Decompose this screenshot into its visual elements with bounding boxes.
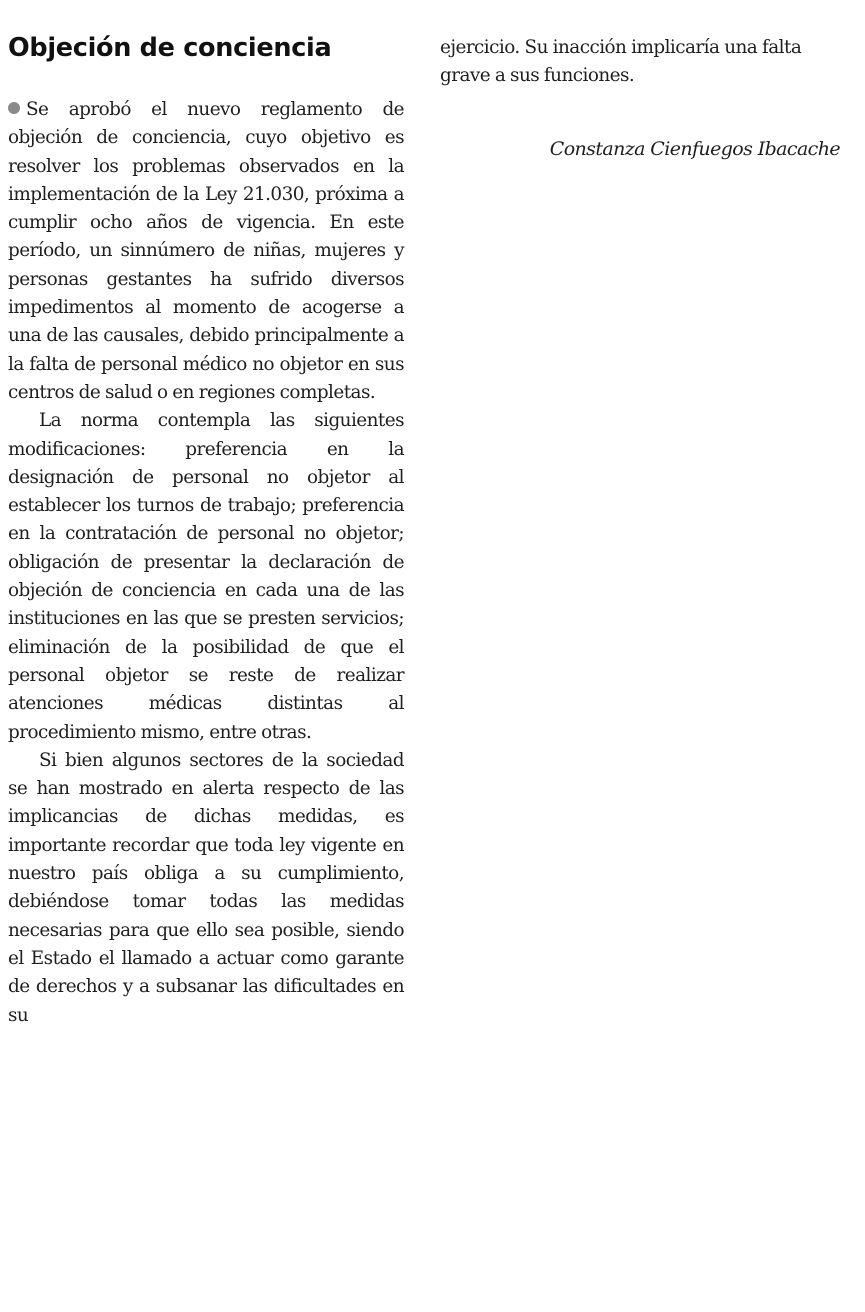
paragraph-3: Si bien algunos sectores de la sociedad se han mostrado en alerta respecto de las implicancias de dichas medidas, es importante recordar que toda ley vigente en nuestro país obliga a su cumplimiento, debiéndose tomar todas las medidas necesarias para que ello sea posible, siendo el Estado el llamado a actuar como garante de derechos y a subsanar las dificultades en su: [8, 749, 404, 1026]
right-column: [440, 0, 840, 163]
paragraph-2: La norma contempla las siguientes modificaciones: preferencia en la designación de personal no objetor al establecer los turnos de trabajo; preferencia en la contratación de personal no objetor; obligación de presentar la declaración de objeción de conciencia en cada una de las instituciones en las que se presten servicios; eliminación de la posibilidad de que el personal objetor se reste de realizar atenciones médicas distintas al procedimiento mismo, entre otras.: [8, 410, 404, 743]
paragraph-1: [8, 96, 404, 407]
bullet-icon: [8, 102, 20, 114]
article-title: Objeción de conciencia: [8, 33, 332, 63]
paragraph-1-text: Se aprobó el nuevo reglamento de objeción de conciencia, cuyo objetivo es resolver los problemas observados en la implementación de la Ley 21.030, próxima a cumplir ocho años de vigencia. En este período, un sinnúmero de niñas, mujeres y personas gestantes ha sufrido diversos impedimentos al momento de acogerse a una de las causales, debido principalmente a la falta de personal médico no objetor en sus centros de salud o en regiones completas.: [8, 99, 404, 403]
author-signature: Constanza Cienfuegos Ibacache: [549, 137, 840, 160]
paragraph-continuation: ejercicio. Su inacción implicaría una falta grave a sus funciones.: [440, 37, 802, 87]
left-column: [8, 0, 404, 1030]
